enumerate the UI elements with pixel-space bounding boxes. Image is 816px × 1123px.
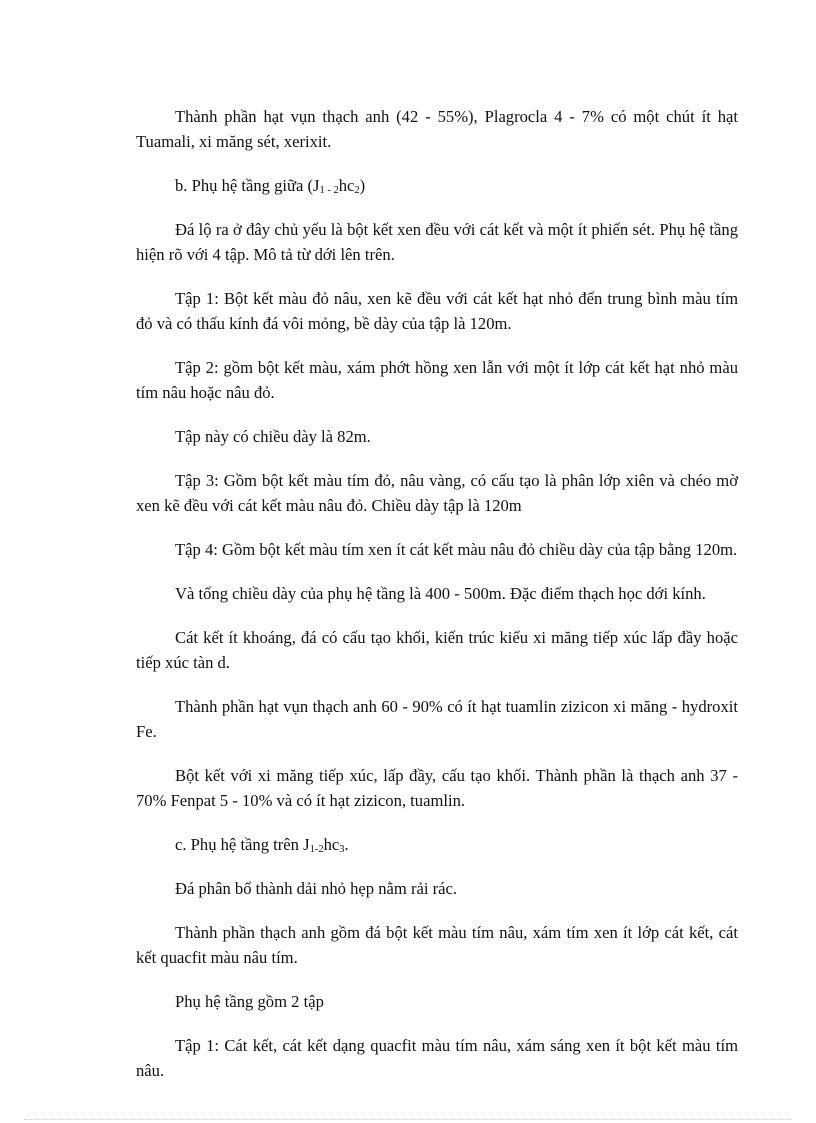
heading-subscript: 1 - 2	[319, 185, 339, 196]
heading-text: .	[344, 835, 349, 854]
heading-text: c. Phụ hệ tầng trên J	[175, 835, 310, 854]
heading-text: hc	[338, 176, 355, 195]
heading-text: b. Phụ hệ tầng giữa (J	[175, 176, 320, 195]
page-bottom-divider	[24, 1119, 792, 1120]
heading-text: )	[359, 176, 366, 195]
paragraph: Thành phần hạt vụn thạch anh 60 - 90% có ít hạt tuamlin zizicon xi măng - hydroxit Fe.	[136, 697, 738, 741]
paragraph: Thành phần thạch anh gồm đá bột kết màu tím nâu, xám tím xen ít lớp cát kết, cát kết quacfit màu nâu tím.	[136, 923, 738, 967]
paragraph: Thành phần hạt vụn thạch anh (42 - 55%), Plagrocla 4 - 7% có một chút ít hạt Tuamali, xi măng sét, xerixit.	[136, 107, 738, 151]
paragraph: Và tổng chiều dày của phụ hệ tầng là 400 - 500m. Đặc điểm thạch học dới kính.	[175, 584, 706, 603]
paragraph: Cát kết ít khoáng, đá có cấu tạo khối, kiến trúc kiểu xi măng tiếp xúc lấp đầy hoặc tiếp xúc tàn d.	[136, 628, 738, 672]
paragraph: Đá lộ ra ở đây chủ yếu là bột kết xen đều với cát kết và một ít phiến sét. Phụ hệ tầng hiện rõ với 4 tập. Mô tả từ dới lên trên.	[136, 220, 738, 264]
paragraph: Đá phân bổ thành dải nhỏ hẹp nằm rải rác.	[175, 879, 457, 898]
paragraph: Tập 1: Bột kết màu đỏ nâu, xen kẽ đều với cát kết hạt nhỏ đến trung bình màu tím đỏ và có thấu kính đá vôi mỏng, bề dày của tập là 120m.	[136, 289, 738, 333]
heading-subscript: 3	[339, 844, 345, 855]
section-heading-b	[136, 173, 738, 198]
paragraph: Tập 2: gồm bột kết màu, xám phớt hồng xen lẫn với một ít lớp cát kết hạt nhỏ màu tím nâu hoặc nâu đỏ.	[136, 358, 738, 402]
paragraph: Bột kết với xi măng tiếp xúc, lấp đầy, cấu tạo khối. Thành phần là thạch anh 37 - 70% Fenpat 5 - 10% và có ít hạt zizicon, tuamlin.	[136, 766, 738, 810]
paragraph: Tập 3: Gồm bột kết màu tím đỏ, nâu vàng, có cấu tạo là phân lớp xiên và chéo mờ xen kẽ đều với cát kết màu nâu đỏ. Chiều dày tập là 120m	[136, 471, 738, 515]
paragraph: Tập 4: Gồm bột kết màu tím xen ít cát kết màu nâu đỏ chiều dày của tập bằng 120m.	[175, 540, 738, 559]
heading-subscript: 2	[354, 185, 360, 196]
paragraph: Tập 1: Cát kết, cát kết dạng quacfit màu tím nâu, xám sáng xen ít bột kết màu tím nâu.	[136, 1036, 738, 1080]
heading-subscript: 1-2	[309, 844, 324, 855]
paragraph: Tập này có chiều dày là 82m.	[175, 427, 371, 446]
paragraph: Phụ hệ tầng gồm 2 tập	[175, 992, 324, 1011]
document-page	[136, 104, 738, 1102]
section-heading-c	[136, 832, 738, 857]
heading-text: hc	[323, 835, 340, 854]
